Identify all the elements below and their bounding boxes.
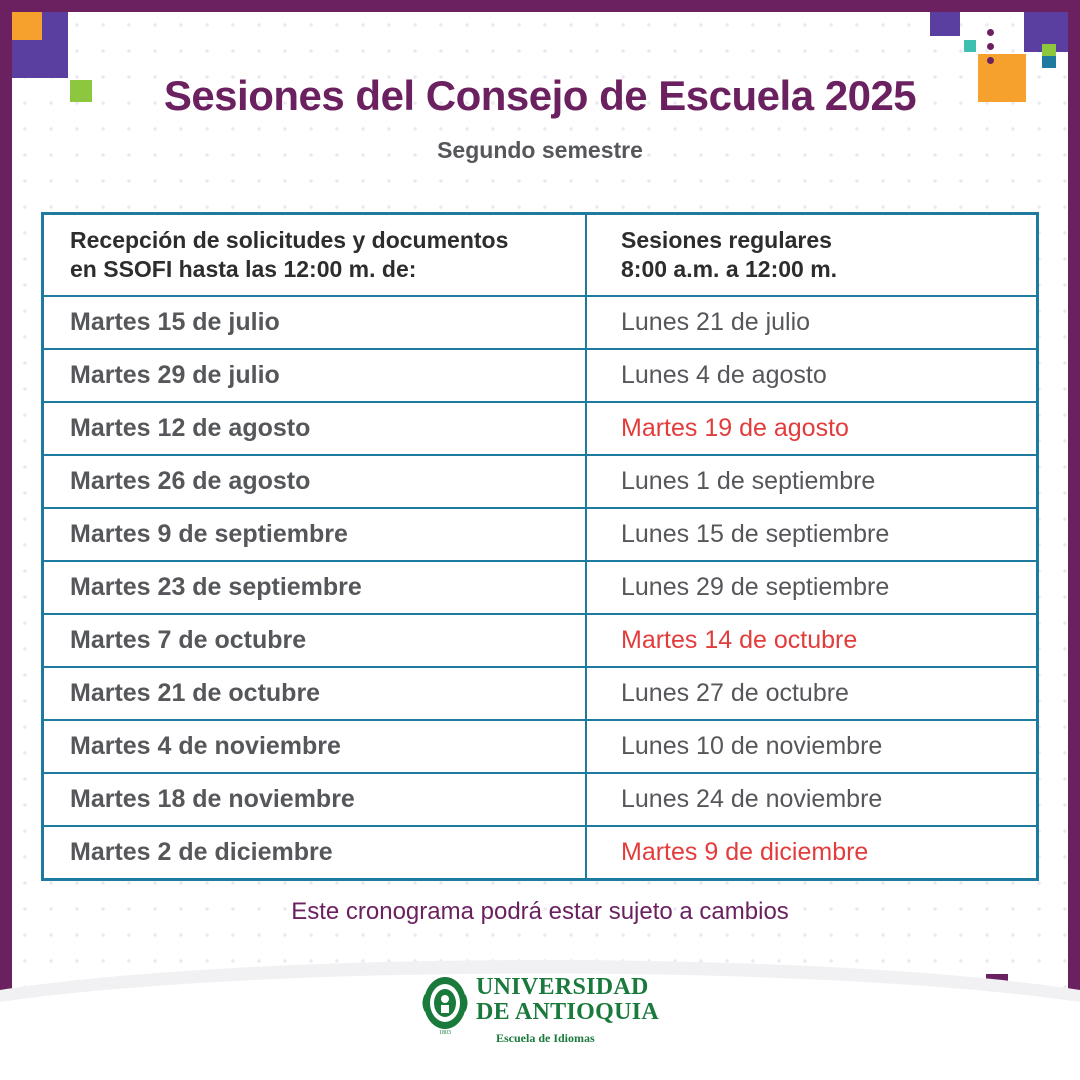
session-date-rescheduled: Martes 19 de agosto — [586, 402, 1038, 455]
header-line: Sesiones regulares — [621, 227, 832, 253]
page-title: Sesiones del Consejo de Escuela 2025 — [163, 72, 917, 119]
decor-orange-square-tl — [12, 12, 42, 40]
schedule-body — [43, 296, 1038, 880]
decor-teal-square-tr — [964, 40, 976, 52]
logo-line-1: UNIVERSIDAD — [476, 974, 649, 1000]
table-row — [43, 667, 1038, 720]
table-row — [43, 561, 1038, 614]
university-wordmark — [476, 975, 659, 1046]
reception-date: Martes 15 de julio — [43, 296, 587, 349]
table-row — [43, 455, 1038, 508]
session-date: Lunes 29 de septiembre — [586, 561, 1038, 614]
decor-dot — [987, 43, 994, 50]
table-row — [43, 720, 1038, 773]
table-row — [43, 349, 1038, 402]
reception-date: Martes 12 de agosto — [43, 402, 587, 455]
table-row — [43, 826, 1038, 880]
header-line: en SSOFI hasta las 12:00 m. de: — [70, 256, 417, 282]
decor-green-square-tr — [1042, 44, 1056, 56]
session-date: Lunes 27 de octubre — [586, 667, 1038, 720]
session-date: Lunes 4 de agosto — [586, 349, 1038, 402]
reception-date: Martes 18 de noviembre — [43, 773, 587, 826]
session-date: Lunes 24 de noviembre — [586, 773, 1038, 826]
university-seal-icon — [422, 975, 468, 1035]
disclaimer-note: Este cronograma podrá estar sujeto a cambios — [291, 898, 789, 925]
reception-date: Martes 21 de octubre — [43, 667, 587, 720]
column-header-reception — [43, 214, 587, 297]
reception-date: Martes 2 de diciembre — [43, 826, 587, 880]
decor-dot — [987, 29, 994, 36]
page-subtitle: Segundo semestre — [437, 137, 643, 163]
session-date-rescheduled: Martes 14 de octubre — [586, 614, 1038, 667]
session-date: Lunes 1 de septiembre — [586, 455, 1038, 508]
table-row — [43, 402, 1038, 455]
reception-date: Martes 9 de septiembre — [43, 508, 587, 561]
reception-date: Martes 29 de julio — [43, 349, 587, 402]
university-logo — [422, 975, 659, 1055]
decor-blue-square-tr — [1042, 56, 1056, 68]
header-line: 8:00 a.m. a 12:00 m. — [621, 256, 838, 282]
reception-date: Martes 4 de noviembre — [43, 720, 587, 773]
schedule-table — [41, 212, 1039, 881]
reception-date: Martes 23 de septiembre — [43, 561, 587, 614]
column-header-session — [586, 214, 1038, 297]
logo-line-3: Escuela de Idiomas — [496, 1031, 595, 1045]
table-row — [43, 614, 1038, 667]
table-row — [43, 296, 1038, 349]
decor-violet-square-tr1 — [930, 12, 960, 36]
session-date: Lunes 15 de septiembre — [586, 508, 1038, 561]
session-date: Lunes 10 de noviembre — [586, 720, 1038, 773]
logo-line-2: DE ANTIOQUIA — [476, 999, 659, 1025]
table-row — [43, 508, 1038, 561]
reception-date: Martes 7 de octubre — [43, 614, 587, 667]
table-row — [43, 773, 1038, 826]
decor-dot — [987, 57, 994, 64]
session-date: Lunes 21 de julio — [586, 296, 1038, 349]
reception-date: Martes 26 de agosto — [43, 455, 587, 508]
seal-year: 1803 — [439, 1030, 451, 1035]
table-header-row — [43, 214, 1038, 297]
header-line: Recepción de solicitudes y documentos — [70, 227, 509, 253]
session-date-rescheduled: Martes 9 de diciembre — [586, 826, 1038, 880]
